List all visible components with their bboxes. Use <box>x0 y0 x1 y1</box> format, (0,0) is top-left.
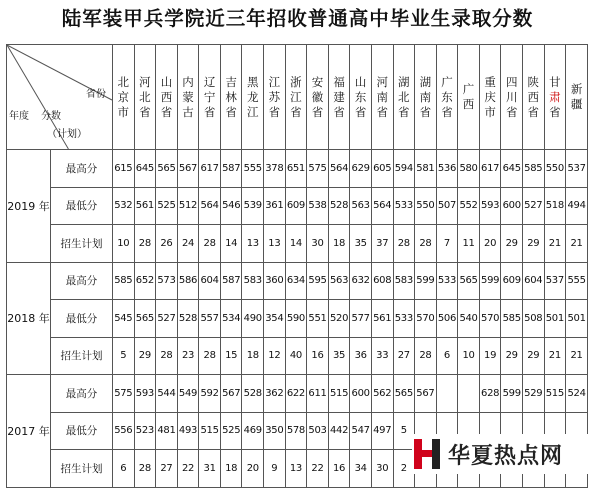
year-cell: 2019 年 <box>7 150 51 263</box>
table-cell: 21 <box>566 225 588 263</box>
province-char: 江 <box>290 89 302 104</box>
table-cell: 515 <box>328 375 350 413</box>
table-cell: 29 <box>501 225 523 263</box>
table-cell: 515 <box>544 375 566 413</box>
table-cell: 563 <box>328 262 350 300</box>
table-cell: 600 <box>501 187 523 225</box>
table-cell: 580 <box>458 150 480 188</box>
province-char: 省 <box>527 104 540 119</box>
table-cell: 12 <box>264 337 286 375</box>
table-cell: 506 <box>436 300 458 338</box>
province-char: 辽 <box>203 74 216 89</box>
table-cell: 564 <box>371 187 393 225</box>
table-cell: 599 <box>479 262 501 300</box>
score-label: 分数 <box>41 111 61 122</box>
table-cell: 593 <box>479 187 501 225</box>
province-char: 陕 <box>527 74 540 89</box>
table-cell: 585 <box>522 150 544 188</box>
table-cell: 528 <box>328 187 350 225</box>
table-cell: 16 <box>328 450 350 488</box>
table-cell: 550 <box>415 187 437 225</box>
table-cell: 28 <box>415 337 437 375</box>
province-char: 甘 <box>549 74 561 89</box>
province-header <box>134 45 156 150</box>
province-header <box>285 45 307 150</box>
province-char: 建 <box>333 89 345 104</box>
table-cell: 5 <box>393 412 415 450</box>
table-cell: 29 <box>522 225 544 263</box>
table-cell: 540 <box>458 300 480 338</box>
table-cell: 564 <box>199 187 221 225</box>
table-cell: 537 <box>566 150 588 188</box>
province-char: 北 <box>117 74 130 89</box>
table-cell: 518 <box>544 187 566 225</box>
table-cell: 524 <box>566 375 588 413</box>
province-header <box>436 45 458 150</box>
table-cell: 18 <box>220 450 242 488</box>
province-char: 湖 <box>398 74 410 89</box>
province-char: 广 <box>441 74 453 89</box>
table-cell: 533 <box>393 187 415 225</box>
province-char: 庆 <box>484 89 496 104</box>
table-cell: 13 <box>285 450 307 488</box>
table-cell: 585 <box>113 262 135 300</box>
province-header <box>264 45 286 150</box>
table-cell: 525 <box>220 412 242 450</box>
table-cell: 21 <box>544 337 566 375</box>
table-cell: 14 <box>220 225 242 263</box>
table-cell: 592 <box>199 375 221 413</box>
year-cell: 2018 年 <box>7 262 51 375</box>
table-cell: 6 <box>113 450 135 488</box>
table-cell: 481 <box>156 412 178 450</box>
table-cell: 609 <box>285 187 307 225</box>
header-row <box>7 45 588 150</box>
province-char: 省 <box>268 104 281 119</box>
province-header <box>220 45 242 150</box>
table-cell: 645 <box>134 150 156 188</box>
metric-label: 招生计划 <box>51 450 113 488</box>
table-cell: 527 <box>522 187 544 225</box>
province-char: 省 <box>398 104 410 119</box>
province-char: 省 <box>441 104 453 119</box>
table-cell: 561 <box>371 300 393 338</box>
province-header <box>566 45 588 150</box>
province-header <box>177 45 199 150</box>
province-char: 黑 <box>247 74 259 89</box>
table-cell: 550 <box>544 150 566 188</box>
table-cell: 512 <box>177 187 199 225</box>
province-char: 东 <box>441 89 453 104</box>
table-cell: 350 <box>264 412 286 450</box>
province-char: 省 <box>160 104 173 119</box>
table-cell: 18 <box>328 225 350 263</box>
table-cell: 18 <box>242 337 264 375</box>
table-cell: 494 <box>566 187 588 225</box>
metric-label: 最高分 <box>51 150 113 188</box>
metric-label: 最高分 <box>51 375 113 413</box>
table-cell: 7 <box>436 225 458 263</box>
table-cell: 545 <box>113 300 135 338</box>
table-cell: 599 <box>501 375 523 413</box>
table-cell: 556 <box>113 412 135 450</box>
table-cell: 13 <box>264 225 286 263</box>
table-cell: 604 <box>199 262 221 300</box>
province-char: 江 <box>247 104 259 119</box>
table-cell: 20 <box>242 450 264 488</box>
province-char: 徽 <box>311 89 324 104</box>
province-header <box>458 45 480 150</box>
table-cell: 515 <box>199 412 221 450</box>
table-cell: 24 <box>177 225 199 263</box>
table-cell: 497 <box>371 412 393 450</box>
province-header <box>328 45 350 150</box>
table-cell: 21 <box>566 337 588 375</box>
table-row <box>7 300 588 338</box>
province-char: 南 <box>376 89 388 104</box>
table-cell: 570 <box>415 300 437 338</box>
table-cell: 9 <box>264 450 286 488</box>
table-cell: 361 <box>264 187 286 225</box>
table-row <box>7 150 588 188</box>
province-char: 省 <box>139 104 151 119</box>
table-cell: 13 <box>242 225 264 263</box>
table-cell: 528 <box>242 375 264 413</box>
table-cell: 609 <box>501 262 523 300</box>
province-char: 省 <box>311 104 324 119</box>
table-cell: 533 <box>436 262 458 300</box>
table-cell: 15 <box>220 337 242 375</box>
province-char: 宁 <box>203 89 216 104</box>
watermark-text: 华夏热点网 <box>448 443 564 469</box>
table-cell: 27 <box>156 450 178 488</box>
table-cell: 30 <box>371 450 393 488</box>
table-row <box>7 225 588 263</box>
table-cell: 31 <box>199 450 221 488</box>
province-label: 省份 <box>86 89 106 100</box>
province-char: 省 <box>376 104 388 119</box>
table-cell: 593 <box>134 375 156 413</box>
admission-table <box>6 44 588 488</box>
table-cell: 629 <box>350 150 372 188</box>
table-cell: 493 <box>177 412 199 450</box>
province-header <box>371 45 393 150</box>
table-cell: 567 <box>220 375 242 413</box>
table-cell: 608 <box>371 262 393 300</box>
table-cell: 563 <box>350 187 372 225</box>
table-cell: 599 <box>415 262 437 300</box>
table-cell: 36 <box>350 337 372 375</box>
province-char: 四 <box>505 74 518 89</box>
province-char: 林 <box>225 89 237 104</box>
province-header <box>522 45 544 150</box>
table-cell: 10 <box>113 225 135 263</box>
table-cell: 26 <box>156 225 178 263</box>
metric-label: 招生计划 <box>51 337 113 375</box>
table-row <box>7 375 588 413</box>
table-row <box>7 337 588 375</box>
table-cell: 28 <box>199 337 221 375</box>
table-cell: 10 <box>458 337 480 375</box>
table-cell: 628 <box>479 375 501 413</box>
province-char: 湖 <box>419 74 432 89</box>
table-cell: 11 <box>458 225 480 263</box>
province-char: 福 <box>333 74 345 89</box>
table-cell: 567 <box>415 375 437 413</box>
table-cell: 354 <box>264 300 286 338</box>
header-corner <box>7 45 113 150</box>
table-cell: 555 <box>242 150 264 188</box>
table-cell: 508 <box>522 300 544 338</box>
table-cell: 570 <box>479 300 501 338</box>
table-cell: 29 <box>501 337 523 375</box>
table-cell: 583 <box>393 262 415 300</box>
table-cell: 645 <box>501 150 523 188</box>
table-cell: 615 <box>113 150 135 188</box>
table-cell: 651 <box>285 150 307 188</box>
table-cell: 544 <box>156 375 178 413</box>
table-cell: 20 <box>479 225 501 263</box>
province-char: 东 <box>354 89 367 104</box>
province-char: 河 <box>139 74 151 89</box>
province-header <box>113 45 135 150</box>
province-header <box>242 45 264 150</box>
metric-label: 最高分 <box>51 262 113 300</box>
table-cell: 617 <box>199 150 221 188</box>
plan-label: （计划） <box>47 129 87 140</box>
province-char: 省 <box>203 104 216 119</box>
province-char: 浙 <box>290 74 302 89</box>
table-cell: 537 <box>544 262 566 300</box>
province-char: 广 <box>462 82 475 96</box>
province-header <box>199 45 221 150</box>
table-cell: 632 <box>350 262 372 300</box>
table-cell: 604 <box>522 262 544 300</box>
province-header <box>156 45 178 150</box>
table-cell: 23 <box>177 337 199 375</box>
province-header <box>501 45 523 150</box>
province-char: 蒙 <box>182 89 194 104</box>
table-cell: 19 <box>479 337 501 375</box>
table-cell: 536 <box>436 150 458 188</box>
table-cell: 469 <box>242 412 264 450</box>
table-cell: 605 <box>371 150 393 188</box>
metric-label: 最低分 <box>51 187 113 225</box>
table-cell: 622 <box>285 375 307 413</box>
province-char: 新 <box>570 82 583 96</box>
table-cell: 35 <box>328 337 350 375</box>
province-char: 省 <box>333 104 345 119</box>
table-row <box>7 187 588 225</box>
province-char: 省 <box>354 104 367 119</box>
table-cell: 600 <box>350 375 372 413</box>
table-cell: 652 <box>134 262 156 300</box>
table-cell: 6 <box>436 337 458 375</box>
province-char: 市 <box>117 104 130 119</box>
table-cell: 503 <box>307 412 329 450</box>
table-cell: 2 <box>393 450 415 488</box>
table-cell: 28 <box>134 225 156 263</box>
table-cell: 634 <box>285 262 307 300</box>
province-char: 西 <box>160 89 173 104</box>
table-cell: 533 <box>393 300 415 338</box>
table-cell: 567 <box>177 150 199 188</box>
metric-label: 最低分 <box>51 412 113 450</box>
year-cell: 2017 年 <box>7 375 51 488</box>
table-cell: 28 <box>156 337 178 375</box>
table-cell: 585 <box>501 300 523 338</box>
table-cell: 538 <box>307 187 329 225</box>
table-row <box>7 262 588 300</box>
table-cell: 549 <box>177 375 199 413</box>
table-cell: 378 <box>264 150 286 188</box>
table-cell: 525 <box>156 187 178 225</box>
province-header <box>415 45 437 150</box>
province-char: 市 <box>484 104 496 119</box>
province-char: 省 <box>505 104 518 119</box>
table-cell: 40 <box>285 337 307 375</box>
province-char: 安 <box>311 74 324 89</box>
province-char: 重 <box>484 74 496 89</box>
province-char: 疆 <box>570 97 583 111</box>
table-cell: 37 <box>371 225 393 263</box>
table-cell: 587 <box>220 150 242 188</box>
table-cell: 29 <box>134 337 156 375</box>
table-cell: 561 <box>134 187 156 225</box>
province-char: 北 <box>139 89 151 104</box>
table-cell: 523 <box>134 412 156 450</box>
province-char: 河 <box>376 74 388 89</box>
table-cell: 490 <box>242 300 264 338</box>
table-cell: 590 <box>285 300 307 338</box>
table-cell: 22 <box>307 450 329 488</box>
province-char: 古 <box>182 104 194 119</box>
table-cell: 529 <box>522 375 544 413</box>
province-char: 川 <box>505 89 518 104</box>
province-char: 吉 <box>225 74 237 89</box>
table-cell: 35 <box>350 225 372 263</box>
page-title: 陆军装甲兵学院近三年招收普通高中毕业生录取分数 <box>61 7 534 30</box>
table-cell: 573 <box>156 262 178 300</box>
table-cell: 501 <box>544 300 566 338</box>
table-cell: 30 <box>307 225 329 263</box>
table-cell <box>436 375 458 413</box>
table-cell: 575 <box>113 375 135 413</box>
metric-label: 最低分 <box>51 300 113 338</box>
table-cell: 28 <box>134 450 156 488</box>
table-cell: 21 <box>544 225 566 263</box>
table-cell: 528 <box>177 300 199 338</box>
province-char: 内 <box>182 74 194 89</box>
table-cell: 360 <box>264 262 286 300</box>
table-cell: 442 <box>328 412 350 450</box>
table-cell: 578 <box>285 412 307 450</box>
table-cell: 28 <box>393 225 415 263</box>
table-cell: 22 <box>177 450 199 488</box>
table-cell: 577 <box>350 300 372 338</box>
table-cell: 552 <box>458 187 480 225</box>
province-char: 西 <box>462 97 475 111</box>
province-char: 山 <box>354 74 367 89</box>
table-cell: 557 <box>199 300 221 338</box>
table-cell <box>458 375 480 413</box>
province-char: 京 <box>117 89 130 104</box>
table-cell: 507 <box>436 187 458 225</box>
province-char: 省 <box>549 104 561 119</box>
province-header <box>393 45 415 150</box>
table-cell: 362 <box>264 375 286 413</box>
table-cell: 565 <box>156 150 178 188</box>
logo-icon <box>412 437 442 471</box>
table-cell: 501 <box>566 300 588 338</box>
province-char: 江 <box>268 74 281 89</box>
table-cell: 28 <box>415 225 437 263</box>
province-header <box>544 45 566 150</box>
province-char: 肃 <box>549 89 561 104</box>
table-cell: 565 <box>458 262 480 300</box>
province-char: 省 <box>419 104 432 119</box>
table-cell: 551 <box>307 300 329 338</box>
province-header <box>350 45 372 150</box>
table-cell: 16 <box>307 337 329 375</box>
province-char: 龙 <box>247 89 259 104</box>
province-header <box>307 45 329 150</box>
table-cell: 28 <box>199 225 221 263</box>
table-cell: 34 <box>350 450 372 488</box>
table-cell: 565 <box>393 375 415 413</box>
table-cell: 29 <box>522 337 544 375</box>
province-header <box>479 45 501 150</box>
table-cell: 532 <box>113 187 135 225</box>
province-char: 省 <box>290 104 302 119</box>
province-char: 北 <box>398 89 410 104</box>
table-cell: 611 <box>307 375 329 413</box>
province-char: 南 <box>419 89 432 104</box>
table-cell: 586 <box>177 262 199 300</box>
watermark-logo <box>412 434 592 474</box>
table-cell: 546 <box>220 187 242 225</box>
table-cell: 27 <box>393 337 415 375</box>
table-cell: 555 <box>566 262 588 300</box>
table-cell: 583 <box>242 262 264 300</box>
table-cell: 565 <box>134 300 156 338</box>
table-cell: 520 <box>328 300 350 338</box>
table-cell: 595 <box>307 262 329 300</box>
year-label: 年度 <box>9 111 29 122</box>
table-cell: 575 <box>307 150 329 188</box>
table-cell: 617 <box>479 150 501 188</box>
metric-label: 招生计划 <box>51 225 113 263</box>
table-cell: 562 <box>371 375 393 413</box>
province-char: 西 <box>527 89 540 104</box>
table-cell: 587 <box>220 262 242 300</box>
table-cell: 534 <box>220 300 242 338</box>
table-cell: 594 <box>393 150 415 188</box>
table-cell: 33 <box>371 337 393 375</box>
province-char: 省 <box>225 104 237 119</box>
table-cell: 539 <box>242 187 264 225</box>
table-cell: 581 <box>415 150 437 188</box>
table-cell: 547 <box>350 412 372 450</box>
table-cell: 5 <box>113 337 135 375</box>
table-cell: 14 <box>285 225 307 263</box>
table-cell: 564 <box>328 150 350 188</box>
table-cell: 527 <box>156 300 178 338</box>
province-char: 山 <box>160 74 173 89</box>
province-char: 苏 <box>268 89 281 104</box>
